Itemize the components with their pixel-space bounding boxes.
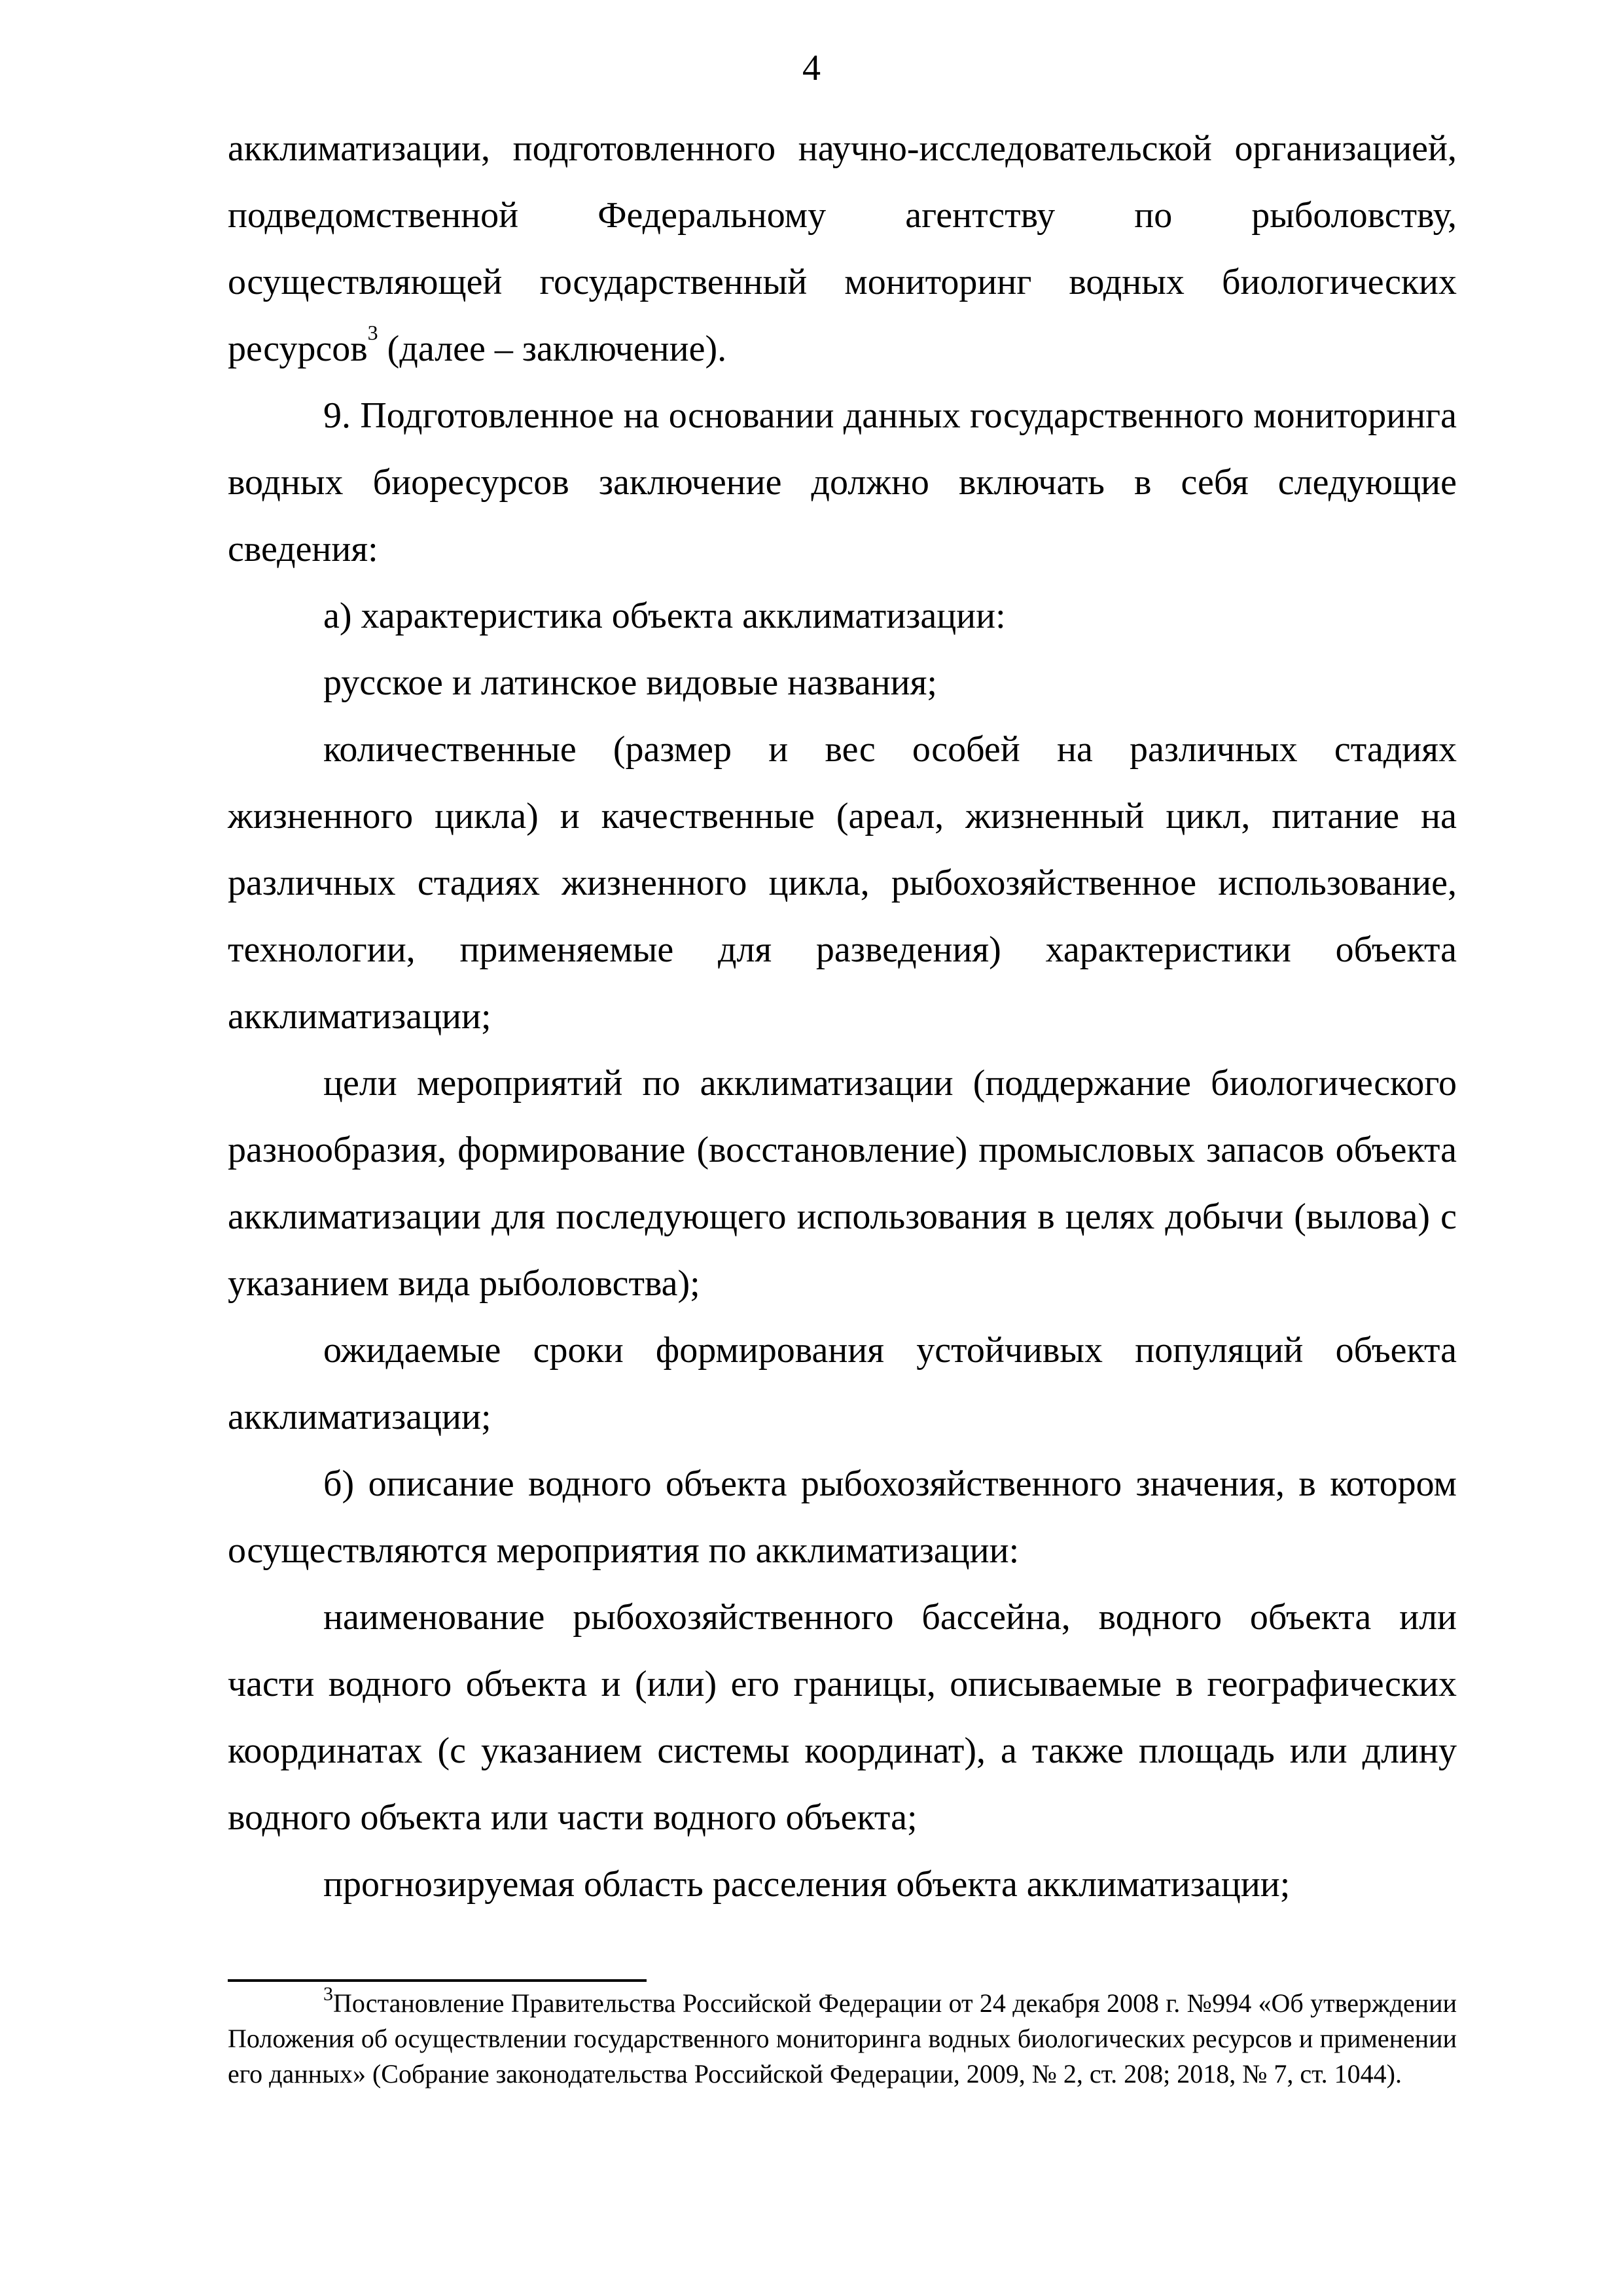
paragraph-timelines: ожидаемые сроки формирования устойчивых популяций объекта акклиматизации;: [228, 1330, 1457, 1437]
paragraph-subitem-a: а) характеристика объекта акклиматизации:: [323, 596, 1006, 636]
footnote: [228, 1983, 1457, 2092]
paragraph-characteristics: количественные (размер и вес особей на различных стадиях жизненного цикла) и качественные (ареал, жизненный цикл, питание на различных стадиях жизненного цикла, рыбохозяйственное использование, технологии, применяемые для разведения) характеристики объекта акклиматизации;: [228, 729, 1457, 1037]
body-text: [228, 115, 1457, 1918]
paragraph-continuation: [228, 115, 1457, 382]
paragraph-item-9: 9. Подготовленное на основании данных государственного мониторинга водных биоресурсов заключение должно включать в себя следующие сведения:: [228, 395, 1457, 569]
footnote-text: Постановление Правительства Российской Федерации от 24 декабря 2008 г. №994 «Об утверждении Положения об осуществлении государственного мониторинга водных биологических ресурсов и применении его данных» (Собрание законодательства Российской Федерации, 2009, № 2, ст. 208; 2018, № 7, ст. 1044).: [228, 1988, 1457, 2089]
paragraph-basin-name: наименование рыбохозяйственного бассейна, водного объекта или части водного объекта и (или) его границы, описываемые в географических координатах (с указанием системы координат), а также площадь или длину водного объекта или части водного объекта;: [228, 1597, 1457, 1838]
paragraph-text: акклиматизации, подготовленного научно-исследовательской организацией, подведомственной Федеральному агентству по рыболовству, осуществляющей государственный мониторинг водных биологических ресурсов: [228, 128, 1457, 369]
footnote-reference: 3: [367, 321, 378, 344]
paragraph-subitem-b: б) описание водного объекта рыбохозяйственного значения, в котором осуществляются мероприятия по акклиматизации:: [228, 1463, 1457, 1571]
footnote-separator: [228, 1979, 647, 1982]
paragraph-species-names: русское и латинское видовые названия;: [323, 662, 937, 703]
paragraph-goals: цели мероприятий по акклиматизации (поддержание биологического разнообразия, формирование (восстановление) промысловых запасов объекта акклиматизации для последующего использования в целях добычи (вылова) с указанием вида рыболовства);: [228, 1063, 1457, 1304]
paragraph-text-after: (далее – заключение).: [378, 329, 727, 369]
footnote-mark: 3: [323, 1983, 333, 2005]
page-number: 4: [802, 48, 821, 88]
paragraph-settlement-area: прогнозируемая область расселения объекта акклиматизации;: [323, 1864, 1291, 1905]
